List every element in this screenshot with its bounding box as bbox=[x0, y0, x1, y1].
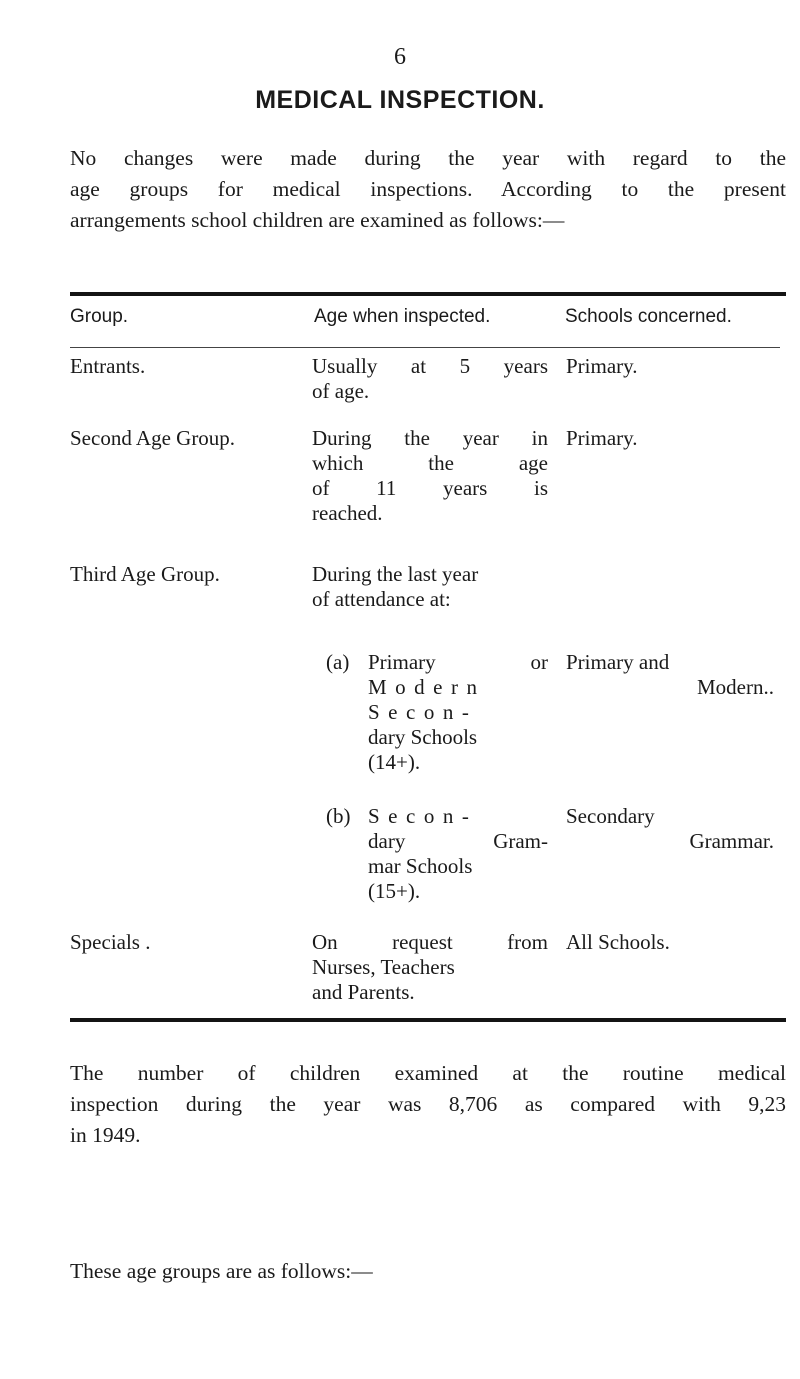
group-entrants: Entrants. bbox=[70, 354, 146, 378]
header-rule bbox=[70, 347, 780, 348]
intro-paragraph bbox=[70, 143, 786, 236]
header-group: Group. bbox=[70, 306, 129, 327]
sub-item-label-b: (b) bbox=[326, 804, 351, 828]
closing-line: inspection during the year was 8,706 as compared with 9,23 bbox=[70, 1092, 786, 1116]
schools-second-age: Primary. bbox=[566, 426, 638, 450]
age-second-age: During the year in which the age of 11 years is reached. bbox=[312, 426, 548, 525]
page-number: 6 bbox=[394, 44, 406, 70]
schools-sub-item-a: Primary and Modern.. bbox=[566, 650, 774, 699]
closing-sentence: These age groups are as follows:— bbox=[70, 1259, 373, 1283]
header-schools: Schools concerned. bbox=[565, 306, 732, 327]
sub-item-label-a: (a) bbox=[326, 650, 350, 674]
table-top-rule bbox=[70, 292, 786, 296]
age-specials: On request from Nurses, Teachers and Parents. bbox=[312, 930, 548, 1004]
age-sub-item-a: Primary or Modern Secon- dary Schools (14+). bbox=[368, 650, 548, 774]
schools-sub-item-b: Secondary Grammar. bbox=[566, 804, 774, 853]
header-age: Age when inspected. bbox=[314, 306, 491, 327]
age-entrants: Usually at 5 years of age. bbox=[312, 354, 548, 403]
page-title: MEDICAL INSPECTION. bbox=[255, 86, 545, 114]
age-sub-item-b: Secon- dary Gram- mar Schools (15+). bbox=[368, 804, 548, 903]
closing-line: The number of children examined at the routine medical bbox=[70, 1061, 786, 1085]
intro-line: No changes were made during the year with regard to the bbox=[70, 146, 786, 170]
table-bottom-rule bbox=[70, 1018, 786, 1022]
closing-paragraph bbox=[70, 1058, 786, 1151]
schools-specials: All Schools. bbox=[566, 930, 670, 954]
schools-entrants: Primary. bbox=[566, 354, 638, 378]
closing-line: in 1949. bbox=[70, 1123, 141, 1147]
group-second-age: Second Age Group. bbox=[70, 426, 236, 450]
group-specials: Specials . bbox=[70, 930, 151, 954]
intro-line: age groups for medical inspections. According to the present bbox=[70, 177, 786, 201]
group-third-age: Third Age Group. bbox=[70, 562, 220, 586]
age-third-age: During the last year of attendance at: bbox=[312, 562, 479, 611]
intro-line: arrangements school children are examined as follows:— bbox=[70, 208, 565, 232]
